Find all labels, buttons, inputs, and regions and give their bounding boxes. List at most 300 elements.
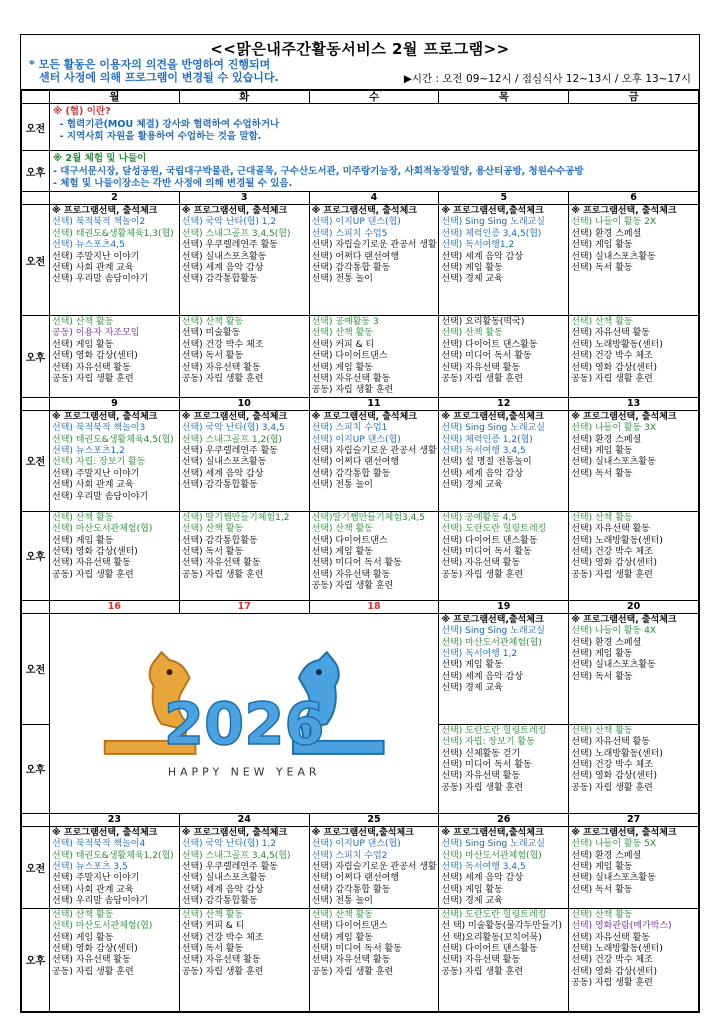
program-item: 선 택)요리활동(꼬치어묵) (441, 932, 542, 943)
program-cell (179, 410, 309, 511)
program-item: 선택) Sing Sing 노래교실 (441, 839, 545, 850)
date-number: 24 (179, 813, 309, 826)
program-item: 공동) 자립 생활 훈련 (181, 966, 264, 977)
date-corner (22, 813, 50, 826)
program-item: 선택) 건강 박수 체조 (571, 547, 653, 558)
program-item: 선택) 환경 스페셜 (571, 228, 642, 239)
program-item: 선택) 영화 감상(센터) (571, 362, 657, 373)
program-item: 선택) 게임 활동 (311, 547, 373, 558)
program-item: 선택) 게임 활동 (52, 535, 114, 546)
program-item: 선택) 산책 활동 (311, 524, 373, 535)
program-item: 선택) 게임 활동 (52, 932, 114, 943)
program-item: 선택) 북적북적 책놀이4 (52, 839, 146, 850)
program-item: 선택) 자립: 장보기 활동 (52, 457, 146, 468)
program-item: 선택) 산책 활동 (181, 317, 244, 327)
program-item: 선택) 다이어트댄스 (311, 351, 388, 362)
program-list (439, 614, 568, 695)
program-item: 선택) 독서 활동 (571, 263, 633, 274)
program-item: ※ 프로그램선택,출석체크 (441, 614, 544, 625)
week-row-pm (22, 511, 699, 600)
program-item: 선택) 독서 활동 (571, 671, 633, 682)
info-cell (50, 104, 699, 151)
program-item: 선택) 자립슬기로운 관공서 생활 (311, 446, 437, 457)
program-list (310, 827, 439, 908)
program-list (180, 827, 309, 908)
program-item: ※ 프로그램선택, 출석체크 (181, 206, 288, 216)
program-item: 선택) 나들이 활동 2X (571, 217, 657, 228)
program-list (569, 316, 698, 385)
program-cell (569, 724, 699, 813)
program-item: 선택) 환경 스페셜 (571, 637, 642, 648)
program-cell (439, 724, 569, 813)
program-cell (50, 410, 180, 511)
date-corner (22, 600, 50, 613)
program-cell (439, 826, 569, 908)
program-item: 공동) 자립 생활 훈련 (571, 374, 653, 385)
program-item: 선택) 태권도&생활체육1,2(협) (52, 850, 174, 861)
program-list (50, 411, 179, 503)
program-item: 선택) 국악 난타(협) 1,2 (181, 217, 277, 228)
program-item: 공동) 자립 생활 훈련 (571, 569, 653, 580)
program-list (569, 614, 698, 683)
program-list (50, 205, 179, 286)
program-item: 선택) 사회 관계 교육 (52, 263, 134, 274)
program-cell (309, 316, 439, 398)
program-list (310, 411, 439, 492)
slot-label: 오후 (22, 511, 50, 600)
program-item: 선택) 산책 활동 (571, 512, 633, 523)
program-item: 선택) 독서 활동 (181, 351, 244, 362)
date-number: 18 (309, 600, 439, 613)
info-row-pm (22, 151, 699, 192)
program-item: 선택) 실내스포츠활동 (181, 251, 267, 262)
program-list (439, 205, 568, 286)
program-cell (179, 511, 309, 600)
program-list (569, 725, 698, 794)
date-number: 23 (50, 813, 180, 826)
program-cell (569, 410, 699, 511)
program-item: 선택) 산책 활동 (571, 317, 633, 327)
program-cell (569, 316, 699, 398)
program-item: 선택) 노래방활동(센터) (571, 943, 663, 954)
program-list (439, 316, 568, 385)
program-item: 선택) 태권도&생활체육4,5(협) (52, 434, 174, 445)
program-item: 선택) 미디어 독서 활동 (311, 558, 402, 569)
program-item: 선택) 나들이 활동 5X (571, 839, 657, 850)
date-number: 4 (309, 192, 439, 205)
program-item: 선택) 미술활동 (181, 328, 241, 339)
slot-label: 오후 (22, 316, 50, 398)
program-item: 선택) 북적북적 책놀이3 (52, 423, 146, 434)
program-item: 선택) 세계 음악 감상 (181, 884, 264, 895)
program-item: 공동) 자립 생활 훈련 (181, 569, 264, 580)
program-item: 공동) 자립 생활 훈련 (571, 782, 653, 793)
program-cell (179, 826, 309, 908)
program-item: ※ 프로그램선택,출석체크 (441, 411, 544, 422)
program-item: 선택) 자유선택 활동 (441, 558, 521, 569)
page-title: <<맑은내주간활동서비스 2월 프로그램>> (210, 40, 510, 58)
program-list (439, 725, 568, 794)
program-item: 선택) 영화 감상(센터) (52, 351, 138, 362)
program-item: 공동) 자립 생활 훈련 (181, 374, 264, 385)
program-item: 선택) 마산도서관체험(협) (52, 921, 153, 932)
program-item: 선택) 영화 감상(센터) (571, 771, 657, 782)
date-number: 12 (439, 397, 569, 410)
program-item: 선택) 자유선택 활동 (441, 771, 521, 782)
program-list (310, 512, 439, 593)
date-row (22, 192, 699, 205)
program-item: 선택) 이지UP 댄스(협) (311, 839, 401, 850)
program-item: 공동) 자립 생활 훈련 (571, 978, 653, 989)
program-item: 선택) 다이어트댄스 (311, 535, 388, 546)
program-item: 선택) 요리활동(떡국) (441, 317, 525, 327)
program-item: 선택) 독서여행 3,4,5 (441, 862, 526, 873)
program-cell (309, 410, 439, 511)
program-item: 선택) 국악 난타(협) 3,4,5 (181, 423, 285, 434)
program-item: 선택) 자유선택 활동 (181, 558, 261, 569)
program-item: 선택) 다이어트댄스 (311, 921, 388, 932)
program-item: 선택) 공예활동 4,5 (441, 512, 518, 523)
program-item: ※ 프로그램선택,출석체크 (441, 206, 544, 216)
date-number: 5 (439, 192, 569, 205)
program-item: ※ 프로그램선택, 출석체크 (571, 614, 677, 625)
program-list (180, 411, 309, 492)
program-item: 선택) 실내스포츠활동 (181, 457, 267, 468)
program-item: ※ 프로그램선택, 출석체크 (52, 206, 158, 216)
program-item: 선택) 건강 박수 체조 (571, 351, 653, 362)
date-number: 3 (179, 192, 309, 205)
program-item: 선택) 우리말 솜담이야기 (52, 274, 149, 285)
program-item: 선택) 독서 활동 (571, 468, 633, 479)
notice-text (29, 58, 279, 84)
program-item: ※ 프로그램선택, 출석체크 (181, 411, 288, 422)
date-number: 9 (50, 397, 180, 410)
program-item: 선택) 주말지난 이야기 (52, 468, 140, 479)
program-item: 선택) 산책 활동 (311, 909, 373, 920)
program-item: 선택) 독서 활동 (181, 943, 244, 954)
notice-line-2: 센터 사정에 의해 프로그램이 변경될 수 있습니다. (39, 71, 279, 84)
program-item: 선택) Sing Sing 노래교실 (441, 626, 545, 637)
program-list (569, 512, 698, 581)
program-item: 선택) 자유선택 활동 (181, 955, 261, 966)
program-list (180, 205, 309, 286)
slot-label: 오후 (22, 908, 50, 1011)
date-corner (22, 192, 50, 205)
program-item: 선택) 실내스포츠활동 (571, 660, 656, 671)
slot-label: 오후 (22, 151, 50, 192)
program-item: 선택) 경제 교육 (441, 480, 503, 491)
program-item: 선택) 공예활동 3 (311, 317, 379, 327)
date-number: 6 (569, 192, 699, 205)
program-item: 선택) 북적북적 책놀이2 (52, 217, 146, 228)
program-item: 선택) 자유선택 활동 (441, 362, 521, 373)
program-item: 선택) 자유선택 활동 (441, 955, 521, 966)
week-row-am (22, 410, 699, 511)
program-item: 선택) 산책 활동 (181, 524, 244, 535)
program-item: 선택) 어쩌다 랜선여행 (311, 457, 400, 468)
program-item: 선택) 스내그골프 1,2(협) (181, 434, 282, 445)
holiday-banner (50, 613, 439, 813)
program-list (569, 909, 698, 990)
program-item: 선택) Sing Sing 노래교실 (441, 423, 545, 434)
program-cell (309, 908, 439, 1011)
program-item: 선택) 노래방활동(센터) (571, 339, 663, 350)
info-line: ※ 2월 체험 및 나들이 (53, 153, 147, 164)
program-item: 선택) 도란도란 힐링트레킹 (441, 524, 547, 535)
program-list (569, 411, 698, 480)
program-item: 선택) 산책 활동 (52, 317, 114, 327)
day-header-row (22, 91, 699, 104)
program-cell (569, 613, 699, 724)
program-item: 선택) 뉴스포츠4,5 (52, 240, 125, 251)
program-item: 선택) 사회 관계 교육 (52, 480, 134, 491)
program-item: 선택) 국악 난타(협) 1,2 (181, 839, 277, 850)
corner-cell (22, 91, 50, 104)
program-item: 선택) 마산도서관체험(협) (441, 637, 542, 648)
program-list (50, 316, 179, 385)
program-item: 선택) 건강 박수 체조 (181, 339, 264, 350)
day-header: 목 (439, 91, 569, 104)
day-header: 수 (309, 91, 439, 104)
program-list (310, 316, 439, 397)
program-item: 선택) 우쿠렐레연주 활동 (181, 446, 278, 457)
program-item: 선택) 실내스포츠활동 (181, 873, 267, 884)
program-cell (569, 511, 699, 600)
program-cell (439, 613, 569, 724)
program-list (569, 205, 698, 274)
date-number: 17 (179, 600, 309, 613)
program-cell (439, 316, 569, 398)
program-item: ※ 프로그램선택, 출석체크 (571, 411, 677, 422)
program-item: ※ 프로그램선택, 출석체크 (571, 827, 677, 838)
program-item: 선택) 산책 활동 (311, 328, 373, 339)
program-item: 공동) 자립 생활 훈련 (441, 966, 524, 977)
program-item: 선택) 산책 활동 (52, 512, 114, 523)
program-item: 선택) 우쿠렐레연주 활동 (181, 862, 278, 873)
program-item: 선택) 자유선택 활동 (52, 558, 131, 569)
program-item: 선택) 커피 & 티 (181, 921, 245, 932)
program-item: 선택) 우쿠렐레연주 활동 (181, 240, 278, 251)
program-cell (569, 908, 699, 1011)
program-cell (50, 826, 180, 908)
program-item: 선택) 영화 감상(센터) (52, 547, 138, 558)
program-item: 선택) 세계 음악 감상 (441, 468, 524, 479)
program-item: 선택) 산책 활동 (441, 328, 503, 339)
program-item: 선택) 산책 활동 (571, 909, 633, 920)
program-item: 공동) 자립 생활 훈련 (441, 782, 524, 793)
info-row-am (22, 104, 699, 151)
slot-label: 오전 (22, 410, 50, 511)
program-item: 선택) 게임 활동 (571, 862, 633, 873)
program-item: 선택) 우리말 솜담이야기 (52, 491, 149, 502)
program-item: 선택) 경제 교육 (441, 274, 503, 285)
week-row-pm (22, 316, 699, 398)
program-item: 선택) 독서여행 1,2 (441, 649, 518, 660)
program-item: 공동) 자립 생활 훈련 (311, 581, 394, 592)
program-item: 선택) 영화 감상(센터) (571, 558, 657, 569)
program-item: 선택) 독서 활동 (571, 884, 633, 895)
program-item: 공동) 자립 생활 훈련 (52, 374, 134, 385)
program-item: 선택) 게임 활동 (571, 446, 633, 457)
date-number: 10 (179, 397, 309, 410)
program-item: 선택) 체력인증 1,2(협) (441, 434, 533, 445)
program-item: 선택) 주말지난 이야기 (52, 251, 140, 262)
program-item: 선택) 세계 음악 감상 (441, 671, 524, 682)
program-cell (569, 205, 699, 316)
program-item: 선택) 체력인증 3,4,5(협) (441, 228, 542, 239)
date-number: 25 (309, 813, 439, 826)
hours-text: ▶시간 : 오전 09~12시 / 점심식사 12~13시 / 오후 13~17시 (403, 73, 691, 85)
program-item: 선택) 전통 놀이 (311, 274, 373, 285)
program-item: 선택) 감각통합활동 (181, 274, 258, 285)
slot-label: 오전 (22, 613, 50, 724)
program-item: 선택) 딸기쨈만들기체험1,2 (181, 512, 290, 523)
greeting-text: HAPPY NEW YEAR (167, 766, 321, 780)
program-item: 선택) 실내스포츠활동 (571, 457, 656, 468)
program-item: 선택) 노래방활동(센터) (571, 535, 663, 546)
date-row (22, 397, 699, 410)
date-number: 19 (439, 600, 569, 613)
program-cell (179, 316, 309, 398)
program-item: ※ 프로그램선택, 출석체크 (311, 411, 417, 422)
sheet-header (21, 35, 699, 90)
program-item: ※ 프로그램선택, 출석체크 (311, 206, 417, 216)
program-item: 선택)딸기쨈만들기체험3,4,5 (311, 512, 425, 523)
program-list (50, 827, 179, 908)
day-header: 금 (569, 91, 699, 104)
program-item: 선택) 신체활동 걷기 (441, 748, 521, 759)
program-cell (569, 826, 699, 908)
program-item: 선택) 스내그골프 3,4,5(협) (181, 228, 291, 239)
program-cell (50, 511, 180, 600)
program-item: 공동) 자립 생활 훈련 (52, 569, 134, 580)
program-item: 선택) 나들이 활동 4X (571, 626, 657, 637)
program-item: 선택) 감각통합 활동 (311, 468, 391, 479)
program-item: 선택) 설 명절 전통놀이 (441, 457, 532, 468)
program-item: 선택) 게임 활동 (441, 884, 503, 895)
program-cell (179, 205, 309, 316)
program-item: 선택) 노래방활동(센터) (571, 748, 663, 759)
program-item: 공동) 자립 생활 훈련 (441, 374, 524, 385)
date-number: 27 (569, 813, 699, 826)
program-item: 선택) 마산도서관체험(협) (52, 524, 153, 535)
program-item: 선택) 전통 놀이 (311, 480, 373, 491)
program-item: 선택) 주말지난 이야기 (52, 873, 140, 884)
program-item: 선택) 자립슬기로운 관공서 생활 (311, 862, 437, 873)
program-item: 선택) 감각통합 활동 (311, 263, 391, 274)
info-line: - 지역사회 자원을 활용하여 수업하는 것을 말함. (53, 131, 262, 142)
program-item: 선택) 세계 음악 감상 (441, 873, 524, 884)
program-item: 선택) 산책 활동 (571, 725, 633, 736)
program-item: 선택) 도란도란 힐링트레킹 (441, 909, 547, 920)
program-item: 선택) 감각통합활동 (181, 535, 258, 546)
date-number: 13 (569, 397, 699, 410)
week-row-pm (22, 908, 699, 1011)
program-cell (309, 205, 439, 316)
schedule-table (21, 90, 699, 1012)
program-item: 선택) 환경 스페셜 (571, 434, 642, 445)
date-row (22, 813, 699, 826)
program-item: 선택) 자유선택 활동 (52, 955, 131, 966)
program-item: 선택) 자유선택 활동 (311, 569, 391, 580)
program-item: 선택) 자유선택 활동 (571, 737, 650, 748)
program-item: 선택) 전통 놀이 (311, 896, 373, 907)
program-item: 선택) 커피 & 티 (311, 339, 375, 350)
program-item: 선택) 독서 활동 (181, 547, 244, 558)
program-item: 공동) 자립 생활 훈련 (441, 569, 524, 580)
program-item: 선택) 다이어트 댄스활동 (441, 535, 538, 546)
program-list (50, 909, 179, 978)
program-sheet (20, 34, 700, 1013)
program-item: 선택) 감각통합활동 (181, 896, 258, 907)
slot-label: 오전 (22, 104, 50, 151)
date-number: 26 (439, 813, 569, 826)
date-number: 20 (569, 600, 699, 613)
week-row-am (22, 613, 699, 724)
program-item: 공동) 자립 생활 훈련 (311, 966, 394, 977)
info-line: ※ (협) 이란? (53, 106, 111, 117)
program-item: 선택) 다이어트 댄스활동 (441, 943, 538, 954)
program-item: 선택) 게임 활동 (441, 263, 503, 274)
program-item: ※ 프로그램선택, 출석체크 (52, 411, 158, 422)
program-item: 선택) 게임 활동 (311, 362, 373, 373)
info-cell (50, 151, 699, 192)
program-item: ※ 프로그램선택, 출석체크 (571, 206, 677, 216)
program-item: 선택) 스피치 수업5 (311, 228, 388, 239)
info-line: - 협력기관(MOU 체결) 강사와 협력하여 수업하거나 (53, 118, 280, 130)
program-list (569, 827, 698, 896)
program-item: 선택) 자유선택 활동 (571, 328, 650, 339)
program-list (50, 512, 179, 581)
program-item: 선택) 이지UP 댄스(협) (311, 217, 401, 228)
program-item: 선택) 실내스포츠활동 (571, 251, 656, 262)
program-item: 선택) Sing Sing 노래교실 (441, 217, 545, 228)
program-list (439, 512, 568, 581)
program-list (439, 411, 568, 492)
program-item: 선택) 산책 활동 (52, 909, 114, 920)
program-item: 선택) 자유선택 활동 (52, 362, 131, 373)
program-item: 선택) 우리말 솜담이야기 (52, 896, 149, 907)
program-item: 선택) 미디어 독서 활동 (441, 760, 532, 771)
program-item: 선택) 자유선택 활동 (311, 374, 391, 385)
program-item: 선택) 게임 활동 (571, 240, 633, 251)
info-line: - 대구서문시장, 달성공원, 국립대구박물관, 근대골목, 구수산도서관, 미주랑기능장, 사회적농장밀양, 용산티공방, 청원수수공방 (53, 165, 584, 177)
year-text: 2026 (163, 690, 325, 759)
program-cell (50, 316, 180, 398)
slot-label: 오전 (22, 205, 50, 316)
program-item: 공동) 자립 생활 훈련 (311, 385, 394, 396)
day-header: 화 (179, 91, 309, 104)
program-item: 선택) 사회 관계 교육 (52, 884, 134, 895)
program-item: 선택) 감각통합활동 (181, 480, 258, 491)
notice-line-1: * 모든 활동은 이용자의 의견을 반영하여 진행되며 (29, 58, 271, 71)
program-item: 선택) 자유선택 활동 (181, 362, 261, 373)
slot-label: 오전 (22, 826, 50, 908)
program-cell (50, 205, 180, 316)
date-corner (22, 397, 50, 410)
date-number: 2 (50, 192, 180, 205)
program-item: 선택) 건강 박수 체조 (181, 932, 264, 943)
program-item: 선택) 어쩌다 랜선여행 (311, 873, 400, 884)
date-number: 11 (309, 397, 439, 410)
program-item: 선택) 이지UP 댄스(협) (311, 434, 401, 445)
program-item: 선택) 자유선택 활동 (311, 955, 391, 966)
program-item: 선택) 세계 음악 감상 (441, 251, 524, 262)
program-item: 선택) 도란도란 힐링트레킹 (441, 725, 547, 736)
program-item: 선택) 마산도서관체험(협) (441, 850, 542, 861)
program-item: 선택) 영화관람(메가박스) (571, 921, 672, 932)
program-item: 선택) 자립: 장보기 활동 (441, 737, 535, 748)
